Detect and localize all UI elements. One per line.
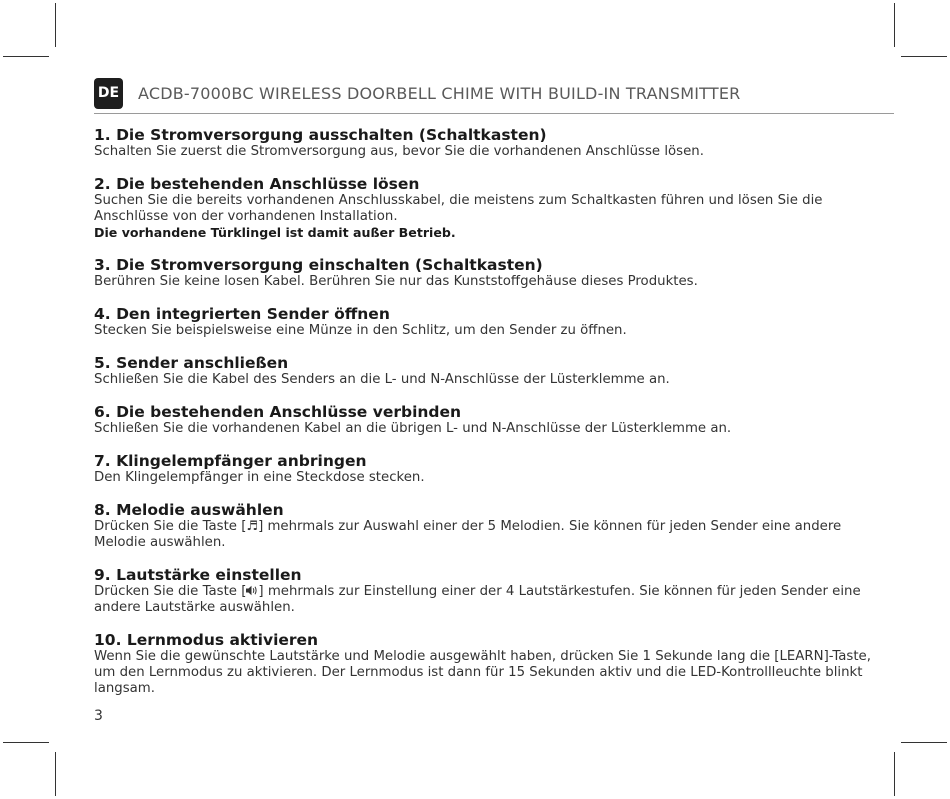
step-text-after: ] mehrmals zur Einstellung einer der 4 Lautstärkestufen. Sie können für jeden Sender eine andere Lautstärke auswählen. [94,584,861,615]
step-text: Suchen Sie die bereits vorhandenen Anschlusskabel, die meistens zum Schaltkasten führen und lösen Sie die Anschlüsse von der vorhandenen Installation. [94,193,823,224]
step-heading: 3. Die Stromversorgung einschalten (Schaltkasten) [94,256,543,274]
instruction-steps [94,127,874,713]
crop-mark-bottom-left-horizontal [3,742,49,743]
step-2 [94,176,874,241]
page-number: 3 [94,708,103,724]
step-heading: 5. Sender anschließen [94,354,289,372]
step-6 [94,404,874,437]
step-text: Schließen Sie die vorhandenen Kabel an die übrigen L- und N-Anschlüsse der Lüsterklemme an. [94,421,732,436]
step-heading: 10. Lernmodus aktivieren [94,631,319,649]
step-heading: 1. Die Stromversorgung ausschalten (Schaltkasten) [94,126,547,144]
speaker-volume-icon [246,584,258,599]
crop-mark-bottom-left [55,752,56,796]
step-text [94,584,874,616]
step-8 [94,502,874,551]
step-heading: 8. Melodie auswählen [94,501,284,519]
step-3 [94,257,874,290]
step-1 [94,127,874,160]
step-text: Den Klingelempfänger in eine Steckdose stecken. [94,470,425,485]
step-4 [94,306,874,339]
step-text-before: Drücken Sie die Taste [ [94,519,247,534]
language-badge: DE [94,78,123,109]
step-text: Stecken Sie beispielsweise eine Münze in den Schlitz, um den Sender zu öffnen. [94,323,627,338]
music-note-icon: ♬ [246,519,259,534]
step-heading: 2. Die bestehenden Anschlüsse lösen [94,175,420,193]
page-header [94,78,894,112]
step-text: Wenn Sie die gewünschte Lautstärke und Melodie ausgewählt haben, drücken Sie 1 Sekunde lang die [LEARN]-Taste, um den Lernmodus zu aktivieren. Der Lernmodus ist dann für 15 Sekunden aktiv und die LED-Kontrollleuchte blinkt langsam. [94,649,871,696]
step-text [94,519,874,551]
step-5 [94,355,874,388]
step-note: Die vorhandene Türklingel ist damit außer Betrieb. [94,225,456,240]
step-heading: 4. Den integrierten Sender öffnen [94,305,390,323]
step-text: Berühren Sie keine losen Kabel. Berühren Sie nur das Kunststoffgehäuse dieses Produktes. [94,274,698,289]
crop-mark-top-right [894,3,895,47]
crop-mark-bottom-right-horizontal [901,742,947,743]
step-heading: 9. Lautstärke einstellen [94,566,302,584]
crop-mark-top-right-horizontal [901,56,947,57]
document-title: ACDB-7000BC WIRELESS DOORBELL CHIME WITH BUILD-IN TRANSMITTER [138,84,741,103]
step-9 [94,567,874,616]
step-text-after: ] mehrmals zur Auswahl einer der 5 Melodien. Sie können für jeden Sender eine andere Melodie auswählen. [94,519,842,550]
step-text-before: Drücken Sie die Taste [ [94,584,247,599]
crop-mark-top-left-horizontal [3,56,49,57]
step-heading: 6. Die bestehenden Anschlüsse verbinden [94,403,462,421]
step-heading: 7. Klingelempfänger anbringen [94,452,367,470]
crop-mark-bottom-right [894,752,895,796]
crop-mark-top-left [55,3,56,47]
step-7 [94,453,874,486]
step-text: Schließen Sie die Kabel des Senders an die L- und N-Anschlüsse der Lüsterklemme an. [94,372,670,387]
step-10 [94,632,874,697]
header-divider [94,113,894,114]
step-text: Schalten Sie zuerst die Stromversorgung aus, bevor Sie die vorhandenen Anschlüsse lösen. [94,144,704,159]
